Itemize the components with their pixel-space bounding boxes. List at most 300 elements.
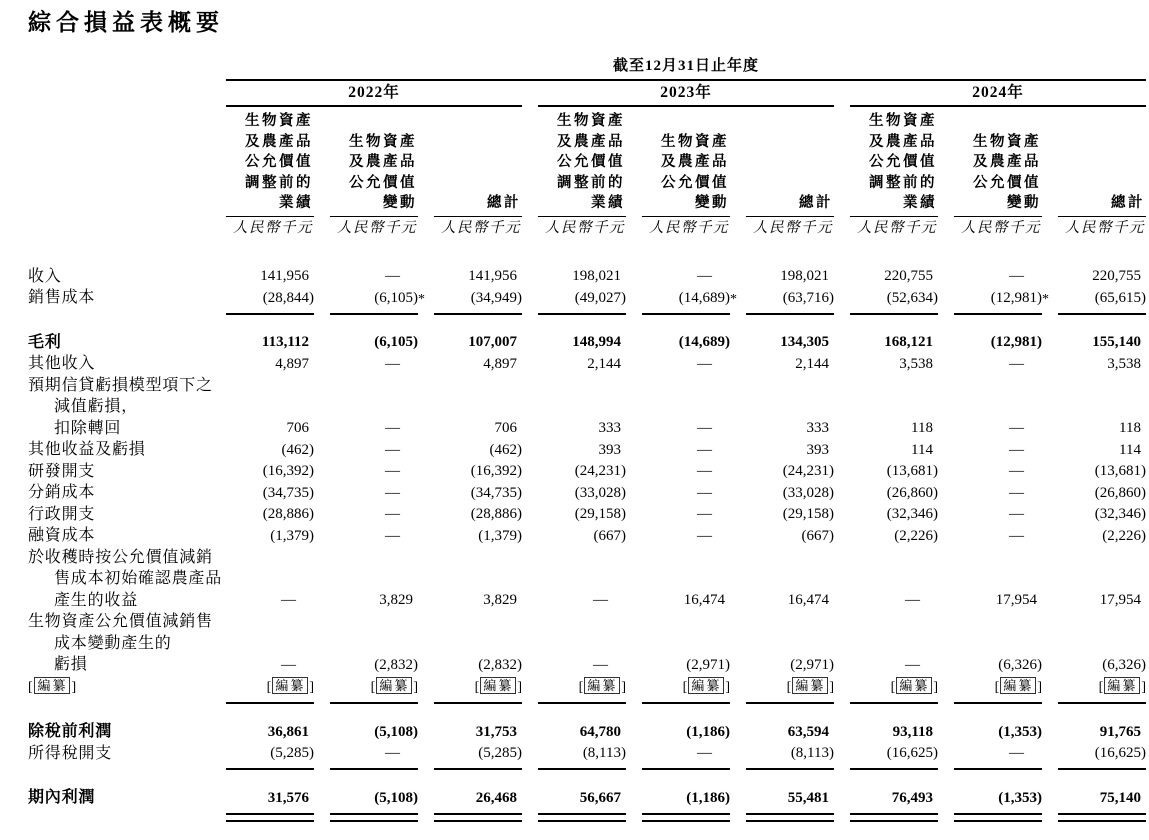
redacted-cell (1058, 677, 1146, 698)
dash-cell: — (385, 268, 400, 284)
value-cell: (1,186) (686, 723, 730, 740)
value-cell: 4,897 (275, 355, 309, 372)
table-rule (642, 313, 730, 315)
table-row (28, 266, 1149, 288)
value-cell: (667) (593, 527, 626, 544)
redacted-cell (850, 677, 938, 698)
dash-cell: — (385, 463, 400, 479)
redacted-open-bracket: [ (578, 680, 584, 695)
value-cell: (29,158) (782, 506, 834, 522)
unit-label: 人民幣千元 (233, 219, 313, 236)
dash-cell: — (385, 420, 400, 436)
table-rule (330, 768, 418, 770)
redacted-box: 編纂 (688, 677, 724, 694)
table-rule-group (538, 105, 834, 107)
dash-cell: — (697, 506, 712, 522)
row-label (28, 743, 210, 765)
row-label-line: 銷售成本 (28, 289, 96, 306)
value-cell: 220,755 (1092, 268, 1141, 284)
dash-cell: — (1009, 355, 1024, 372)
table-rule (434, 813, 522, 822)
dash-cell: — (697, 484, 712, 501)
value-cell: (13,681) (886, 463, 938, 479)
value-cell: (1,353) (998, 723, 1042, 740)
value-cell: (2,832) (478, 656, 522, 673)
value-cell: (16,392) (262, 463, 314, 479)
column-header-line: 公允價值 (973, 174, 1041, 191)
row-label-line: 產生的收益 (54, 591, 139, 609)
redacted-close-bracket: ] (517, 680, 522, 695)
redacted-open-bracket: [ (890, 680, 896, 695)
column-header-line: 及農產品 (661, 154, 729, 170)
table-rule-column (954, 216, 1042, 217)
table-rule-row (28, 313, 1149, 315)
redacted-open-bracket: [ (682, 680, 688, 695)
row-label (28, 787, 210, 809)
value-cell: 393 (598, 441, 621, 458)
income-statement-table (28, 56, 1149, 822)
value-cell: (462) (489, 441, 522, 458)
dash-cell: — (1009, 527, 1024, 544)
value-cell: 2,144 (795, 355, 829, 372)
value-cell: (34,735) (470, 484, 522, 501)
table-rule (226, 702, 314, 704)
table-rule (746, 313, 834, 315)
column-header-line: 調整前的 (869, 174, 937, 191)
column-header-line: 公允價值 (869, 154, 937, 170)
value-cell: 113,112 (261, 334, 309, 350)
column-header (642, 132, 730, 214)
value-cell: 64,780 (579, 723, 621, 740)
table-rule (434, 313, 522, 315)
table-rule (746, 702, 834, 704)
value-cell: (26,860) (886, 484, 938, 501)
table-rule (850, 313, 938, 315)
page-title: 綜合損益表概要 (28, 10, 224, 35)
table-row (28, 287, 1149, 309)
value-cell: (667) (801, 527, 834, 544)
redacted-box: 編纂 (896, 677, 932, 694)
column-header-line: 公允價值 (349, 174, 417, 191)
unit-label: 人民幣千元 (545, 219, 625, 236)
table-row (28, 504, 1149, 526)
dash-cell: — (281, 656, 296, 673)
table-rule (538, 313, 626, 315)
column-header-line: 及農產品 (349, 154, 417, 170)
row-label (28, 332, 210, 354)
row-label-line: 分銷成本 (28, 484, 96, 501)
unit-label: 人民幣千元 (857, 219, 937, 236)
value-cell: 17,954 (995, 592, 1037, 608)
value-cell (642, 288, 737, 309)
row-label-line: 售成本初始確認農產品 (54, 570, 223, 587)
table-rule (434, 702, 522, 704)
redacted-box: 編纂 (792, 677, 828, 694)
row-label-line: 研發開支 (28, 462, 96, 480)
value-cell: 93,118 (892, 723, 933, 740)
row-label (28, 504, 210, 526)
value-cell: (1,379) (478, 527, 522, 544)
table-rule-row (28, 103, 1149, 107)
column-header-line: 公允價值 (245, 154, 313, 170)
value-cell: 141,956 (260, 268, 309, 284)
value-cell: (12,981) (990, 334, 1042, 350)
table-rule (954, 702, 1042, 704)
column-header-line: 及農產品 (869, 133, 937, 150)
value-cell: (28,886) (262, 506, 314, 522)
column-header-line: 生物資產 (349, 133, 417, 150)
table-row (28, 525, 1149, 547)
column-header-line: 公允價值 (557, 154, 625, 170)
value-cell: 198,021 (572, 268, 621, 284)
column-header-line: 變動 (1007, 195, 1041, 211)
value-cell: (33,028) (574, 484, 626, 501)
value-cell: 198,021 (780, 268, 829, 284)
redacted-cell (746, 677, 834, 698)
value-cell: (16,625) (886, 745, 938, 761)
unit-label: 人民幣千元 (441, 219, 521, 236)
table-rule (538, 813, 626, 822)
period-header: 截至12月31日止年度 (612, 58, 759, 74)
column-header (226, 111, 314, 214)
dash-cell: — (1009, 268, 1024, 284)
column-header-line: 調整前的 (245, 174, 313, 191)
unit-label: 人民幣千元 (337, 219, 417, 236)
value-cell: 114 (911, 441, 933, 458)
value-cell: (16,392) (470, 463, 522, 479)
value-cell: (5,108) (374, 723, 418, 740)
redacted-close-bracket: ] (933, 680, 938, 695)
column-header-line: 調整前的 (557, 174, 625, 191)
table-rule (330, 313, 418, 315)
value-cell: 706 (494, 420, 517, 436)
column-header-line: 業績 (591, 195, 625, 211)
table-rule (434, 768, 522, 770)
table-row (28, 547, 1149, 612)
row-label-line: 於收穫時按公允價值減銷 (28, 548, 213, 566)
value-cell: 107,007 (468, 334, 517, 350)
value-text: (12,981) (990, 289, 1042, 306)
value-cell: 155,140 (1092, 334, 1141, 350)
row-label-line: 生物資產公允價值減銷售 (28, 613, 213, 630)
column-header (538, 111, 626, 214)
value-cell: (2,971) (790, 656, 834, 673)
footnote-asterisk: * (418, 291, 425, 307)
table-rule-row (28, 77, 1149, 81)
row-label-line: 行政開支 (28, 505, 96, 523)
year-label: 2022年 (348, 84, 400, 101)
value-cell: (24,231) (782, 463, 834, 479)
value-cell: 76,493 (891, 789, 933, 806)
value-cell: 4,897 (483, 355, 517, 372)
row-label-line: 虧損 (54, 656, 88, 673)
value-cell: 31,753 (475, 723, 517, 740)
table-rule (954, 768, 1042, 770)
value-cell (330, 288, 425, 309)
column-header (850, 111, 938, 214)
row-label-line: 預期信貸虧損模型項下之 (28, 376, 213, 394)
row-label-line: 收入 (28, 267, 62, 285)
table-row (28, 482, 1149, 504)
column-header-line: 生物資產 (973, 133, 1041, 150)
year-label: 2023年 (660, 84, 712, 101)
value-cell: (49,027) (574, 289, 626, 306)
value-cell: 3,538 (1107, 355, 1141, 372)
table-row (28, 611, 1149, 676)
value-cell: 3,538 (899, 355, 933, 372)
column-header-line: 總計 (799, 194, 833, 211)
table-rule (1058, 702, 1146, 704)
value-cell: (1,186) (686, 789, 730, 806)
column-header (330, 132, 418, 214)
table-rule (746, 768, 834, 770)
value-cell: 16,474 (683, 592, 725, 608)
value-cell: 17,954 (1099, 592, 1141, 608)
table-rule-row (28, 813, 1149, 822)
value-cell: 75,140 (1099, 789, 1141, 806)
value-cell: 3,829 (483, 592, 517, 608)
row-label-line: 扣除轉回 (54, 419, 122, 437)
table-row (28, 375, 1149, 440)
value-text: (14,689) (678, 289, 730, 306)
table-rule-group (850, 105, 1146, 107)
table-rule (226, 313, 314, 315)
table-row (28, 439, 1149, 461)
redacted-box: 編纂 (1104, 677, 1140, 694)
value-cell: 220,755 (884, 268, 933, 284)
table-rule (226, 768, 314, 770)
dash-cell: — (281, 592, 296, 608)
table-rule (1058, 313, 1146, 315)
table-row (28, 353, 1149, 375)
value-cell: 393 (806, 441, 829, 458)
row-label (28, 721, 210, 743)
footnote-asterisk: * (730, 291, 737, 307)
dash-cell: — (1009, 484, 1024, 501)
table-rule (850, 702, 938, 704)
table-rule (850, 768, 938, 770)
table-row (28, 787, 1149, 809)
dash-cell: — (385, 441, 400, 458)
value-cell: (13,681) (1094, 463, 1146, 479)
table-rule (226, 813, 314, 822)
column-header-row (28, 111, 1149, 214)
value-cell: (26,860) (1094, 484, 1146, 501)
value-cell: 3,829 (379, 592, 413, 608)
table-rule-row (28, 702, 1149, 704)
table-rule-column (538, 216, 626, 217)
redacted-box: 編纂 (480, 677, 516, 694)
column-header-line: 總計 (487, 194, 521, 211)
value-cell: (65,615) (1094, 289, 1146, 306)
table-rule-column (1058, 216, 1146, 217)
row-label-line: 其他收入 (28, 355, 96, 372)
row-label (28, 375, 213, 440)
value-cell: 91,765 (1099, 723, 1141, 740)
column-header-line: 變動 (383, 195, 417, 211)
unit-label: 人民幣千元 (753, 219, 833, 236)
column-header-line: 生物資產 (557, 113, 625, 129)
value-cell: 2,144 (587, 355, 621, 372)
unit-row (28, 218, 1149, 239)
table-row (28, 676, 1149, 699)
value-cell: 706 (286, 420, 309, 436)
value-cell: (34,949) (470, 289, 522, 306)
redacted-open-bracket: [ (474, 680, 480, 695)
table-row (28, 332, 1149, 354)
table-rule-row (28, 214, 1149, 217)
value-cell: 141,956 (468, 268, 517, 284)
value-cell: 333 (598, 420, 621, 436)
table-rule-column (642, 216, 730, 217)
dash-cell: — (905, 656, 920, 673)
row-label-line: 其他收益及虧損 (28, 441, 146, 458)
redacted-close-bracket: ] (621, 680, 626, 695)
redacted-cell (642, 677, 730, 698)
row-label (28, 547, 223, 612)
value-cell: (2,226) (894, 527, 938, 544)
redacted-box: 編纂 (584, 677, 620, 694)
dash-cell: — (385, 745, 400, 761)
value-cell: 63,594 (787, 723, 829, 740)
redacted-close-bracket: ] (829, 680, 834, 695)
row-label-line: 毛利 (28, 333, 62, 351)
value-cell: 148,994 (572, 334, 621, 350)
value-cell: (8,113) (582, 745, 626, 761)
column-header (1058, 193, 1146, 214)
value-cell: (2,971) (686, 656, 730, 673)
table-rule (330, 813, 418, 822)
column-header (434, 193, 522, 214)
redacted-close-bracket: ] (1037, 680, 1042, 695)
table-rule (538, 768, 626, 770)
value-cell: 118 (911, 420, 933, 436)
redacted-close-bracket: ] (71, 679, 77, 695)
dash-cell: — (697, 527, 712, 544)
table-row (28, 721, 1149, 743)
value-cell: (1,353) (998, 789, 1042, 806)
value-cell: 114 (1119, 441, 1141, 458)
row-label-line: 減值虧損， (54, 398, 139, 415)
table-rule (954, 313, 1042, 315)
table-row (28, 743, 1149, 765)
row-label (28, 353, 210, 375)
table-rule (642, 768, 730, 770)
dash-cell: — (905, 592, 920, 608)
dash-cell: — (697, 268, 712, 284)
value-text: (6,105) (374, 289, 418, 306)
table-rule (1058, 813, 1146, 822)
value-cell: 168,121 (884, 334, 933, 350)
unit-label: 人民幣千元 (961, 219, 1041, 236)
table-rule (538, 702, 626, 704)
table-rule (746, 813, 834, 822)
value-cell: (8,113) (790, 745, 834, 761)
redacted-cell (434, 677, 522, 698)
dash-cell: — (697, 441, 712, 458)
footnote-asterisk: * (1042, 291, 1049, 307)
row-label (28, 611, 213, 676)
dash-cell: — (1009, 441, 1024, 458)
row-label-line: 所得稅開支 (28, 744, 113, 762)
redacted-open-bracket: [ (266, 680, 272, 695)
row-label-line: 成本變動產生的 (54, 634, 172, 652)
row-label-line: 融資成本 (28, 527, 96, 544)
dash-cell: — (697, 745, 712, 761)
value-cell (954, 288, 1049, 309)
value-cell: (5,108) (374, 789, 418, 806)
value-cell: 36,861 (267, 723, 309, 740)
redacted-open-bracket: [ (28, 679, 34, 695)
redacted-box: 編纂 (34, 677, 70, 694)
column-header-line: 生物資產 (661, 133, 729, 150)
value-cell: (5,285) (270, 745, 314, 761)
table-row (28, 461, 1149, 483)
column-header-line: 生物資產 (869, 113, 937, 129)
value-cell: (34,735) (262, 484, 314, 501)
column-header (954, 132, 1042, 214)
redacted-box: 編纂 (376, 677, 412, 694)
column-header (746, 193, 834, 214)
dash-cell: — (1009, 745, 1024, 761)
row-label-line: 除稅前利潤 (28, 723, 113, 740)
value-cell: (5,285) (478, 745, 522, 761)
value-cell: 333 (806, 420, 829, 436)
row-label (28, 525, 210, 547)
redacted-cell (538, 677, 626, 698)
table-rule-column (746, 216, 834, 217)
value-cell: (52,634) (886, 289, 938, 306)
value-cell: (6,326) (1102, 656, 1146, 673)
row-label (28, 266, 210, 288)
value-cell: (32,346) (1094, 506, 1146, 522)
redacted-close-bracket: ] (413, 680, 418, 695)
unit-label: 人民幣千元 (649, 219, 729, 236)
table-rule (642, 702, 730, 704)
table-rule (850, 813, 938, 822)
table-rule-column (330, 216, 418, 217)
table-rule (954, 813, 1042, 822)
dash-cell: — (1009, 506, 1024, 522)
table-rule-column (850, 216, 938, 217)
dash-cell: — (697, 463, 712, 479)
redacted-cell (330, 677, 418, 698)
row-label-line (28, 676, 210, 699)
value-cell: (6,105) (374, 334, 418, 350)
dash-cell: — (593, 592, 608, 608)
table-rule-column (434, 216, 522, 217)
value-cell: (33,028) (782, 484, 834, 501)
redacted-open-bracket: [ (786, 680, 792, 695)
value-cell: (6,326) (998, 656, 1042, 673)
dash-cell: — (385, 484, 400, 501)
column-header-line: 及農產品 (245, 133, 313, 150)
table-rule-top (226, 79, 1146, 81)
value-cell: (28,886) (470, 506, 522, 522)
column-header-line: 及農產品 (557, 133, 625, 150)
value-cell: (14,689) (678, 334, 730, 350)
redacted-open-bracket: [ (1098, 680, 1104, 695)
column-header-line: 公允價值 (661, 174, 729, 191)
value-cell: (462) (281, 441, 314, 458)
value-cell: (63,716) (782, 289, 834, 306)
redacted-box: 編纂 (272, 677, 308, 694)
table-rule-row (28, 768, 1149, 770)
value-cell: (2,832) (374, 656, 418, 673)
value-cell: (28,844) (262, 289, 314, 306)
column-header-line: 變動 (695, 195, 729, 211)
value-cell: (32,346) (886, 506, 938, 522)
